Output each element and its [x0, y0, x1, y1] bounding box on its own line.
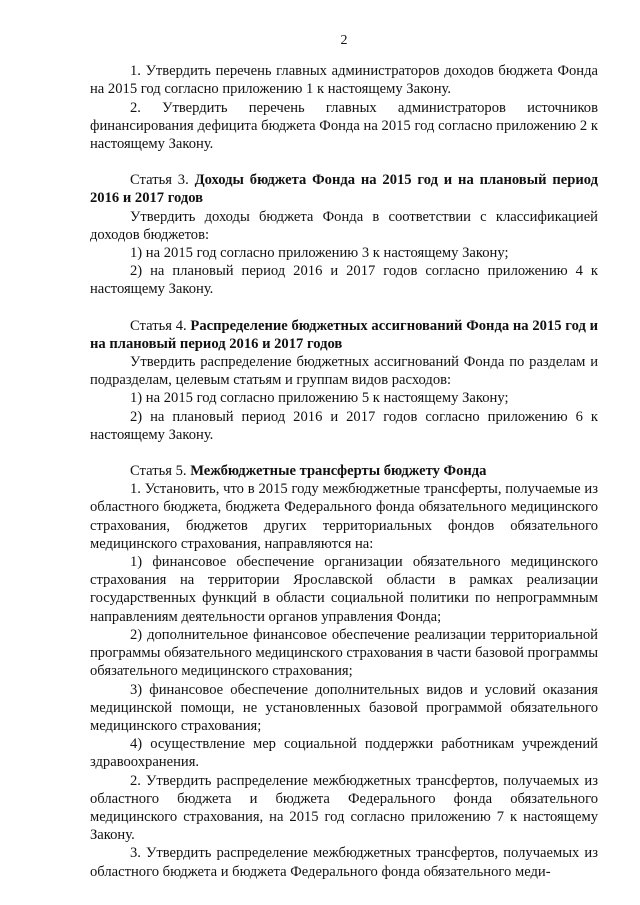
section-spacer — [90, 299, 598, 317]
section-spacer — [90, 153, 598, 171]
article-number: Статья 4. — [130, 317, 191, 334]
paragraph: 2) на плановый период 2016 и 2017 годов согласно приложению 6 к настоящему Закону. — [90, 408, 598, 443]
paragraph: 2) дополнительное финансовое обеспечение реализации территориальной программы обязательного медицинского страхования в части базовой программы обязательного медицинского страхования; — [90, 626, 598, 680]
paragraph: 3) финансовое обеспечение дополнительных видов и условий оказания медицинской помощи, не установленных базовой программой обязательного медицинского страхования; — [90, 681, 598, 734]
document-body — [90, 62, 598, 881]
paragraph: 1) на 2015 год согласно приложению 5 к настоящему Закону; — [130, 390, 509, 407]
article-title: Доходы бюджета Фонда на 2015 год и на плановый период 2016 и 2017 годов — [90, 172, 598, 207]
paragraph: Утвердить доходы бюджета Фонда в соответствии с классификацией доходов бюджетов: — [90, 208, 598, 243]
paragraph: 2. Утвердить перечень главных администраторов источников финансирования дефицита бюджета Фонда на 2015 год согласно приложению 2 к настоящему Закону. — [90, 99, 598, 153]
paragraph: 1) на 2015 год согласно приложению 3 к настоящему Закону; — [130, 245, 509, 262]
article-heading — [90, 462, 598, 480]
section-spacer — [90, 444, 598, 462]
article-number: Статья 5. — [130, 463, 191, 480]
paragraph: 1. Утвердить перечень главных администраторов доходов бюджета Фонда на 2015 год согласно приложению 1 к настоящему Закону. — [90, 63, 598, 98]
paragraph: Утвердить распределение бюджетных ассигнований Фонда по разделам и подразделам, целевым статьям и группам видов расходов: — [90, 354, 598, 389]
article-title: Распределение бюджетных ассигнований Фонда на 2015 год и на плановый период 2016 и 2017 годов — [90, 317, 599, 352]
page-number: 2 — [340, 33, 348, 48]
article-heading — [90, 317, 598, 353]
article-heading — [90, 171, 598, 207]
paragraph: 1) финансовое обеспечение организации обязательного медицинского страхования на территории Ярославской области в рамках реализации государственных функций в области социальной политики по непрограммным направлениям деятельности органов управления Фонда; — [90, 554, 598, 625]
paragraph: 3. Утвердить распределение межбюджетных трансфертов, получаемых из областного бюджета и бюджета Федерального фонда обязательного меди- — [90, 845, 598, 880]
article-title: Межбюджетные трансферты бюджету Фонда — [190, 463, 487, 480]
paragraph: 2) на плановый период 2016 и 2017 годов согласно приложению 4 к настоящему Закону. — [90, 263, 598, 298]
paragraph: 4) осуществление мер социальной поддержки работникам учреждений здравоохранения. — [90, 736, 598, 771]
article-number: Статья 3. — [130, 172, 195, 189]
paragraph: 1. Установить, что в 2015 году межбюджетные трансферты, получаемые из областного бюджета, бюджета Федерального фонда обязательного медицинского страхования, бюджетов других территориальных фондов обязательного медицинского страхования, направляются на: — [90, 481, 598, 552]
paragraph: 2. Утвердить распределение межбюджетных трансфертов, получаемых из областного бюджета и бюджета Федерального фонда обязательного медицинского страхования, на 2015 год согласно приложению 7 к настоящему Закону. — [90, 772, 598, 844]
